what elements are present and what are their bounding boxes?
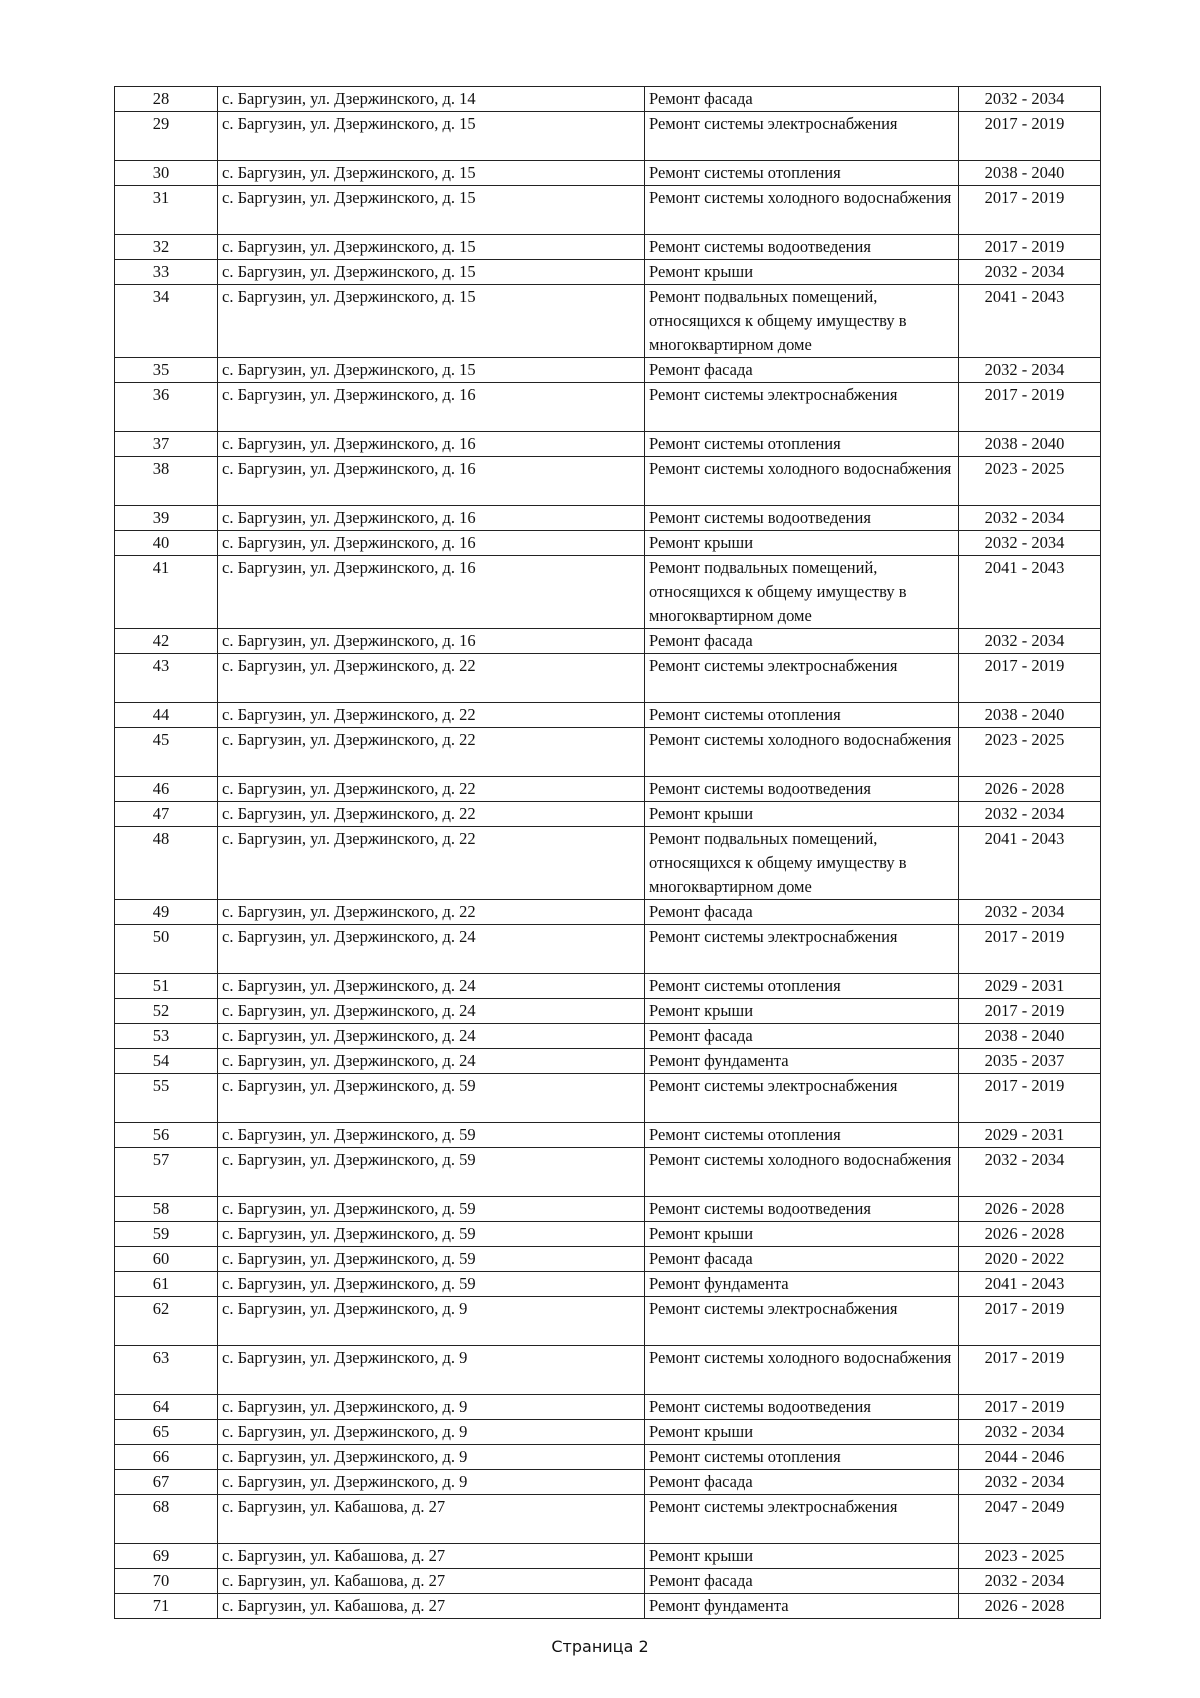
row-number: 71	[115, 1594, 218, 1619]
table-row	[115, 1123, 1101, 1148]
address-cell: с. Баргузин, ул. Дзержинского, д. 22	[218, 728, 645, 777]
period-cell: 2041 - 2043	[959, 556, 1101, 629]
table-row	[115, 285, 1101, 358]
page-footer: Страница 2	[551, 1637, 649, 1656]
row-number: 51	[115, 974, 218, 999]
address-cell: с. Баргузин, ул. Дзержинского, д. 9	[218, 1420, 645, 1445]
work-type-cell: Ремонт подвальных помещений, относящихся к общему имуществу в многоквартирном доме	[645, 827, 959, 900]
table-row	[115, 383, 1101, 432]
row-number: 29	[115, 112, 218, 161]
row-number: 45	[115, 728, 218, 777]
table-row	[115, 161, 1101, 186]
row-number: 43	[115, 654, 218, 703]
table-row	[115, 999, 1101, 1024]
row-number: 69	[115, 1544, 218, 1569]
table-row	[115, 1297, 1101, 1346]
table-row	[115, 1594, 1101, 1619]
row-number: 57	[115, 1148, 218, 1197]
period-cell: 2017 - 2019	[959, 1074, 1101, 1123]
work-type-cell: Ремонт фасада	[645, 87, 959, 112]
address-cell: с. Баргузин, ул. Кабашова, д. 27	[218, 1495, 645, 1544]
work-type-cell: Ремонт крыши	[645, 1420, 959, 1445]
row-number: 53	[115, 1024, 218, 1049]
row-number: 30	[115, 161, 218, 186]
address-cell: с. Баргузин, ул. Дзержинского, д. 16	[218, 531, 645, 556]
address-cell: с. Баргузин, ул. Дзержинского, д. 15	[218, 358, 645, 383]
table-row	[115, 1148, 1101, 1197]
work-type-cell: Ремонт системы холодного водоснабжения	[645, 186, 959, 235]
table-row	[115, 1395, 1101, 1420]
work-type-cell: Ремонт системы электроснабжения	[645, 654, 959, 703]
table-row	[115, 531, 1101, 556]
work-type-cell: Ремонт крыши	[645, 531, 959, 556]
row-number: 48	[115, 827, 218, 900]
table-row	[115, 1544, 1101, 1569]
repair-schedule-table	[114, 86, 1101, 1619]
table-row	[115, 1197, 1101, 1222]
table-row	[115, 1495, 1101, 1544]
table-row	[115, 506, 1101, 531]
table-row	[115, 260, 1101, 285]
table-row	[115, 556, 1101, 629]
work-type-cell: Ремонт крыши	[645, 802, 959, 827]
row-number: 32	[115, 235, 218, 260]
work-type-cell: Ремонт фасада	[645, 1247, 959, 1272]
row-number: 31	[115, 186, 218, 235]
period-cell: 2038 - 2040	[959, 1024, 1101, 1049]
row-number: 34	[115, 285, 218, 358]
table-row	[115, 629, 1101, 654]
row-number: 42	[115, 629, 218, 654]
table-row	[115, 457, 1101, 506]
period-cell: 2038 - 2040	[959, 161, 1101, 186]
work-type-cell: Ремонт системы электроснабжения	[645, 925, 959, 974]
table-row	[115, 112, 1101, 161]
period-cell: 2032 - 2034	[959, 506, 1101, 531]
period-cell: 2032 - 2034	[959, 531, 1101, 556]
table-row	[115, 974, 1101, 999]
table-row	[115, 1569, 1101, 1594]
address-cell: с. Баргузин, ул. Дзержинского, д. 15	[218, 235, 645, 260]
address-cell: с. Баргузин, ул. Дзержинского, д. 59	[218, 1148, 645, 1197]
period-cell: 2017 - 2019	[959, 112, 1101, 161]
period-cell: 2017 - 2019	[959, 383, 1101, 432]
table-row	[115, 1470, 1101, 1495]
period-cell: 2026 - 2028	[959, 1594, 1101, 1619]
row-number: 50	[115, 925, 218, 974]
address-cell: с. Баргузин, ул. Дзержинского, д. 24	[218, 974, 645, 999]
address-cell: с. Баргузин, ул. Дзержинского, д. 9	[218, 1445, 645, 1470]
table-row	[115, 703, 1101, 728]
work-type-cell: Ремонт системы электроснабжения	[645, 1074, 959, 1123]
period-cell: 2041 - 2043	[959, 1272, 1101, 1297]
work-type-cell: Ремонт системы водоотведения	[645, 1197, 959, 1222]
table-row	[115, 900, 1101, 925]
address-cell: с. Баргузин, ул. Дзержинского, д. 16	[218, 457, 645, 506]
work-type-cell: Ремонт фасада	[645, 358, 959, 383]
period-cell: 2041 - 2043	[959, 285, 1101, 358]
work-type-cell: Ремонт системы водоотведения	[645, 1395, 959, 1420]
period-cell: 2017 - 2019	[959, 1297, 1101, 1346]
address-cell: с. Баргузин, ул. Дзержинского, д. 16	[218, 383, 645, 432]
table-row	[115, 235, 1101, 260]
table-row	[115, 1445, 1101, 1470]
period-cell: 2044 - 2046	[959, 1445, 1101, 1470]
address-cell: с. Баргузин, ул. Дзержинского, д. 59	[218, 1123, 645, 1148]
work-type-cell: Ремонт системы электроснабжения	[645, 112, 959, 161]
period-cell: 2032 - 2034	[959, 1569, 1101, 1594]
row-number: 56	[115, 1123, 218, 1148]
table-row	[115, 1272, 1101, 1297]
table-row	[115, 654, 1101, 703]
work-type-cell: Ремонт системы отопления	[645, 703, 959, 728]
address-cell: с. Баргузин, ул. Дзержинского, д. 15	[218, 285, 645, 358]
table-row	[115, 358, 1101, 383]
work-type-cell: Ремонт системы отопления	[645, 1123, 959, 1148]
row-number: 35	[115, 358, 218, 383]
work-type-cell: Ремонт фундамента	[645, 1049, 959, 1074]
row-number: 33	[115, 260, 218, 285]
address-cell: с. Баргузин, ул. Кабашова, д. 27	[218, 1544, 645, 1569]
work-type-cell: Ремонт системы электроснабжения	[645, 383, 959, 432]
work-type-cell: Ремонт системы холодного водоснабжения	[645, 457, 959, 506]
period-cell: 2032 - 2034	[959, 358, 1101, 383]
period-cell: 2017 - 2019	[959, 186, 1101, 235]
address-cell: с. Баргузин, ул. Дзержинского, д. 24	[218, 1049, 645, 1074]
work-type-cell: Ремонт системы холодного водоснабжения	[645, 1346, 959, 1395]
period-cell: 2023 - 2025	[959, 1544, 1101, 1569]
period-cell: 2020 - 2022	[959, 1247, 1101, 1272]
row-number: 58	[115, 1197, 218, 1222]
address-cell: с. Баргузин, ул. Дзержинского, д. 22	[218, 703, 645, 728]
table-row	[115, 87, 1101, 112]
row-number: 49	[115, 900, 218, 925]
work-type-cell: Ремонт фасада	[645, 1024, 959, 1049]
period-cell: 2023 - 2025	[959, 457, 1101, 506]
address-cell: с. Баргузин, ул. Дзержинского, д. 59	[218, 1222, 645, 1247]
address-cell: с. Баргузин, ул. Дзержинского, д. 22	[218, 777, 645, 802]
address-cell: с. Баргузин, ул. Дзержинского, д. 9	[218, 1297, 645, 1346]
row-number: 67	[115, 1470, 218, 1495]
address-cell: с. Баргузин, ул. Кабашова, д. 27	[218, 1569, 645, 1594]
table-row	[115, 1420, 1101, 1445]
work-type-cell: Ремонт фасада	[645, 629, 959, 654]
address-cell: с. Баргузин, ул. Дзержинского, д. 59	[218, 1272, 645, 1297]
address-cell: с. Баргузин, ул. Дзержинского, д. 9	[218, 1395, 645, 1420]
table-row	[115, 1049, 1101, 1074]
address-cell: с. Баргузин, ул. Дзержинского, д. 9	[218, 1346, 645, 1395]
address-cell: с. Баргузин, ул. Дзержинского, д. 24	[218, 1024, 645, 1049]
table-row	[115, 802, 1101, 827]
period-cell: 2032 - 2034	[959, 1148, 1101, 1197]
table-body	[115, 87, 1101, 1619]
work-type-cell: Ремонт крыши	[645, 1222, 959, 1247]
table-row	[115, 1346, 1101, 1395]
period-cell: 2026 - 2028	[959, 777, 1101, 802]
table-row	[115, 1024, 1101, 1049]
address-cell: с. Баргузин, ул. Дзержинского, д. 24	[218, 925, 645, 974]
row-number: 40	[115, 531, 218, 556]
row-number: 47	[115, 802, 218, 827]
period-cell: 2032 - 2034	[959, 87, 1101, 112]
row-number: 39	[115, 506, 218, 531]
period-cell: 2017 - 2019	[959, 999, 1101, 1024]
period-cell: 2026 - 2028	[959, 1222, 1101, 1247]
period-cell: 2032 - 2034	[959, 1420, 1101, 1445]
period-cell: 2026 - 2028	[959, 1197, 1101, 1222]
work-type-cell: Ремонт системы электроснабжения	[645, 1297, 959, 1346]
row-number: 28	[115, 87, 218, 112]
address-cell: с. Баргузин, ул. Дзержинского, д. 24	[218, 999, 645, 1024]
period-cell: 2032 - 2034	[959, 900, 1101, 925]
row-number: 38	[115, 457, 218, 506]
work-type-cell: Ремонт системы водоотведения	[645, 235, 959, 260]
work-type-cell: Ремонт фасада	[645, 900, 959, 925]
row-number: 63	[115, 1346, 218, 1395]
work-type-cell: Ремонт крыши	[645, 260, 959, 285]
row-number: 52	[115, 999, 218, 1024]
work-type-cell: Ремонт подвальных помещений, относящихся к общему имуществу в многоквартирном доме	[645, 556, 959, 629]
row-number: 54	[115, 1049, 218, 1074]
table-row	[115, 1074, 1101, 1123]
address-cell: с. Баргузин, ул. Дзержинского, д. 14	[218, 87, 645, 112]
period-cell: 2032 - 2034	[959, 260, 1101, 285]
address-cell: с. Баргузин, ул. Дзержинского, д. 22	[218, 802, 645, 827]
table-row	[115, 925, 1101, 974]
row-number: 64	[115, 1395, 218, 1420]
row-number: 60	[115, 1247, 218, 1272]
period-cell: 2017 - 2019	[959, 1395, 1101, 1420]
address-cell: с. Баргузин, ул. Дзержинского, д. 9	[218, 1470, 645, 1495]
row-number: 37	[115, 432, 218, 457]
address-cell: с. Баргузин, ул. Кабашова, д. 27	[218, 1594, 645, 1619]
address-cell: с. Баргузин, ул. Дзержинского, д. 16	[218, 556, 645, 629]
row-number: 36	[115, 383, 218, 432]
work-type-cell: Ремонт системы водоотведения	[645, 506, 959, 531]
period-cell: 2047 - 2049	[959, 1495, 1101, 1544]
work-type-cell: Ремонт системы холодного водоснабжения	[645, 728, 959, 777]
period-cell: 2017 - 2019	[959, 925, 1101, 974]
period-cell: 2041 - 2043	[959, 827, 1101, 900]
table-row	[115, 1247, 1101, 1272]
work-type-cell: Ремонт системы холодного водоснабжения	[645, 1148, 959, 1197]
table-row	[115, 827, 1101, 900]
row-number: 70	[115, 1569, 218, 1594]
address-cell: с. Баргузин, ул. Дзержинского, д. 15	[218, 112, 645, 161]
row-number: 61	[115, 1272, 218, 1297]
address-cell: с. Баргузин, ул. Дзержинского, д. 22	[218, 900, 645, 925]
work-type-cell: Ремонт системы отопления	[645, 974, 959, 999]
work-type-cell: Ремонт фасада	[645, 1569, 959, 1594]
row-number: 59	[115, 1222, 218, 1247]
period-cell: 2032 - 2034	[959, 802, 1101, 827]
period-cell: 2032 - 2034	[959, 1470, 1101, 1495]
address-cell: с. Баргузин, ул. Дзержинского, д. 16	[218, 432, 645, 457]
row-number: 68	[115, 1495, 218, 1544]
row-number: 66	[115, 1445, 218, 1470]
address-cell: с. Баргузин, ул. Дзержинского, д. 15	[218, 186, 645, 235]
row-number: 44	[115, 703, 218, 728]
table-row	[115, 728, 1101, 777]
address-cell: с. Баргузин, ул. Дзержинского, д. 16	[218, 506, 645, 531]
period-cell: 2029 - 2031	[959, 1123, 1101, 1148]
period-cell: 2029 - 2031	[959, 974, 1101, 999]
work-type-cell: Ремонт системы водоотведения	[645, 777, 959, 802]
period-cell: 2017 - 2019	[959, 654, 1101, 703]
address-cell: с. Баргузин, ул. Дзержинского, д. 15	[218, 161, 645, 186]
period-cell: 2038 - 2040	[959, 432, 1101, 457]
period-cell: 2038 - 2040	[959, 703, 1101, 728]
work-type-cell: Ремонт системы отопления	[645, 161, 959, 186]
address-cell: с. Баргузин, ул. Дзержинского, д. 59	[218, 1247, 645, 1272]
row-number: 55	[115, 1074, 218, 1123]
row-number: 65	[115, 1420, 218, 1445]
work-type-cell: Ремонт крыши	[645, 999, 959, 1024]
work-type-cell: Ремонт системы отопления	[645, 1445, 959, 1470]
period-cell: 2017 - 2019	[959, 235, 1101, 260]
work-type-cell: Ремонт фасада	[645, 1470, 959, 1495]
row-number: 41	[115, 556, 218, 629]
period-cell: 2035 - 2037	[959, 1049, 1101, 1074]
period-cell: 2017 - 2019	[959, 1346, 1101, 1395]
row-number: 62	[115, 1297, 218, 1346]
work-type-cell: Ремонт системы отопления	[645, 432, 959, 457]
address-cell: с. Баргузин, ул. Дзержинского, д. 59	[218, 1197, 645, 1222]
period-cell: 2023 - 2025	[959, 728, 1101, 777]
address-cell: с. Баргузин, ул. Дзержинского, д. 22	[218, 827, 645, 900]
work-type-cell: Ремонт крыши	[645, 1544, 959, 1569]
work-type-cell: Ремонт системы электроснабжения	[645, 1495, 959, 1544]
table-row	[115, 432, 1101, 457]
row-number: 46	[115, 777, 218, 802]
table-row	[115, 777, 1101, 802]
work-type-cell: Ремонт подвальных помещений, относящихся к общему имуществу в многоквартирном доме	[645, 285, 959, 358]
address-cell: с. Баргузин, ул. Дзержинского, д. 15	[218, 260, 645, 285]
table-row	[115, 1222, 1101, 1247]
address-cell: с. Баргузин, ул. Дзержинского, д. 16	[218, 629, 645, 654]
period-cell: 2032 - 2034	[959, 629, 1101, 654]
work-type-cell: Ремонт фундамента	[645, 1594, 959, 1619]
work-type-cell: Ремонт фундамента	[645, 1272, 959, 1297]
table-row	[115, 186, 1101, 235]
address-cell: с. Баргузин, ул. Дзержинского, д. 59	[218, 1074, 645, 1123]
address-cell: с. Баргузин, ул. Дзержинского, д. 22	[218, 654, 645, 703]
